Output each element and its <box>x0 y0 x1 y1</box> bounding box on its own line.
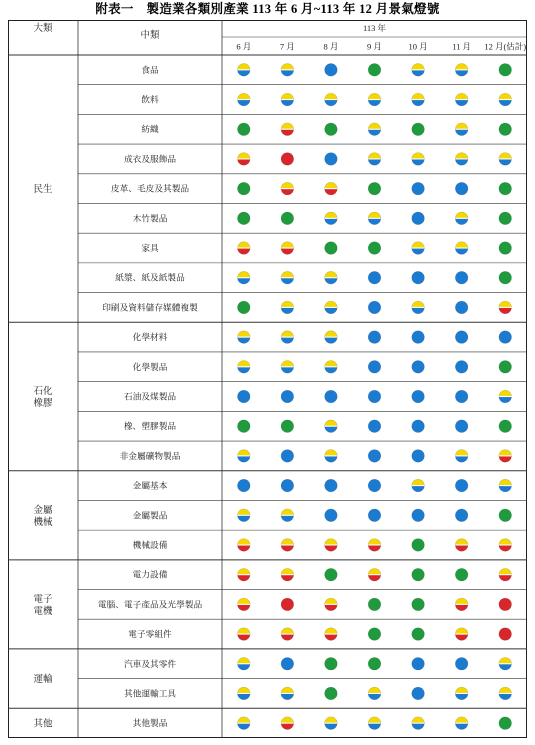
signal-lamp-blue <box>455 509 468 522</box>
signal-lamp-yellow-red <box>237 539 250 552</box>
signal-lamp-blue <box>412 182 425 195</box>
header-month: 11 月 <box>452 41 472 52</box>
signal-lamp-green <box>368 242 381 255</box>
group-label: 金屬機械 <box>33 505 53 528</box>
signal-lamp-yellow-red <box>499 450 512 463</box>
signal-lamp-yellow-blue <box>499 153 512 166</box>
signal-lamp-red <box>499 598 512 611</box>
signal-lamp-yellow-blue <box>237 271 250 284</box>
row-label: 木竹製品 <box>132 213 168 224</box>
signal-lamp-yellow-blue <box>368 153 381 166</box>
signal-lamp-green <box>412 598 425 611</box>
signal-lamp-yellow-red <box>325 182 338 195</box>
row-label: 飲料 <box>141 94 159 105</box>
signal-lamp-yellow-red <box>281 628 294 641</box>
signal-lamp-yellow-blue <box>325 212 338 225</box>
signal-lamp-green <box>412 568 425 581</box>
signal-lamp-yellow-red <box>237 242 250 255</box>
signal-lamp-green <box>499 212 512 225</box>
signal-lamp-green <box>325 123 338 136</box>
signal-lamp-yellow-blue <box>281 64 294 77</box>
signal-lamp-yellow-blue <box>455 93 468 106</box>
signal-lamp-red <box>499 628 512 641</box>
signal-lamp-red <box>281 598 294 611</box>
signal-lamp-yellow-red <box>237 628 250 641</box>
signal-lamp-blue <box>455 182 468 195</box>
header-month: 8 月 <box>323 41 339 52</box>
signal-lamp-yellow-blue <box>499 687 512 700</box>
signal-lamp-yellow-blue <box>455 64 468 77</box>
signal-lamp-yellow-red <box>368 539 381 552</box>
signal-lamp-blue <box>368 479 381 492</box>
signal-lamp-yellow-red <box>281 242 294 255</box>
signal-lamp-green <box>499 361 512 374</box>
header-year: 113 年 <box>362 23 387 33</box>
signal-lamp-green <box>281 420 294 433</box>
signal-lamp-yellow-blue <box>412 717 425 730</box>
signal-lamp-yellow-blue <box>368 212 381 225</box>
signal-lamp-yellow-blue <box>281 271 294 284</box>
signal-lamp-green <box>499 182 512 195</box>
signal-lamp-green <box>237 123 250 136</box>
signal-lamp-blue <box>412 687 425 700</box>
signal-lamp-yellow-blue <box>281 687 294 700</box>
signal-lamp-yellow-red <box>325 598 338 611</box>
signal-lamp-yellow-red <box>237 598 250 611</box>
signal-lamp-blue <box>281 450 294 463</box>
signal-lamp-yellow-blue <box>325 331 338 344</box>
row-label: 汽車及其零件 <box>123 658 177 669</box>
signal-lamp-blue <box>455 390 468 403</box>
row-label: 石油及煤製品 <box>123 391 177 402</box>
signal-lamp-yellow-red <box>455 598 468 611</box>
signal-lamp-yellow-blue <box>325 93 338 106</box>
row-label: 皮革、毛皮及其製品 <box>110 183 190 194</box>
header-month: 9 月 <box>367 41 382 52</box>
signal-lamp-yellow-blue <box>237 64 250 77</box>
signal-lamp-yellow-red <box>237 568 250 581</box>
signal-lamp-blue <box>325 390 338 403</box>
header-month: 7 月 <box>279 41 295 52</box>
signal-lamp-green <box>368 182 381 195</box>
signal-lamp-yellow-blue <box>237 331 250 344</box>
signal-lamp-yellow-blue <box>412 242 425 255</box>
signal-lamp-blue <box>412 212 425 225</box>
signal-lamp-green <box>412 539 425 552</box>
signal-lamp-yellow-blue <box>237 361 250 374</box>
signal-lamp-green <box>325 568 338 581</box>
signal-lamp-blue <box>412 657 425 670</box>
signal-lamp-yellow-blue <box>325 301 338 314</box>
signal-lamp-blue <box>412 420 425 433</box>
row-label: 成衣及服飾品 <box>123 153 177 164</box>
group-label: 民生 <box>33 185 53 196</box>
signal-lamp-green <box>499 64 512 77</box>
signal-lamp-blue <box>455 331 468 344</box>
signal-lamp-blue <box>412 509 425 522</box>
signal-lamp-yellow-blue <box>499 657 512 670</box>
signal-lamp-yellow-blue <box>325 271 338 284</box>
signal-lamp-yellow-blue <box>412 153 425 166</box>
signal-lamp-yellow-blue <box>455 450 468 463</box>
signal-lamp-blue <box>499 331 512 344</box>
row-label: 其他運輸工具 <box>123 688 177 699</box>
signal-lamp-yellow-red <box>499 568 512 581</box>
signal-lamp-yellow-blue <box>455 687 468 700</box>
signal-lamp-yellow-blue <box>237 657 250 670</box>
signal-lamp-green <box>237 182 250 195</box>
row-label: 紙漿、紙及紙製品 <box>115 272 185 283</box>
header-major: 大類 <box>33 24 53 34</box>
signal-lamp-blue <box>281 479 294 492</box>
row-label: 家具 <box>141 243 159 254</box>
row-label: 機械設備 <box>132 539 168 550</box>
signal-lamp-green <box>368 598 381 611</box>
signal-lamp-green <box>499 271 512 284</box>
signal-lamp-yellow-blue <box>499 479 512 492</box>
signal-lamp-yellow-blue <box>412 301 425 314</box>
signal-lamp-yellow-blue <box>281 509 294 522</box>
signal-lamp-green <box>499 717 512 730</box>
signal-lamp-yellow-blue <box>412 93 425 106</box>
signal-lamp-blue <box>325 64 338 77</box>
signal-lamp-blue <box>368 331 381 344</box>
row-label: 化學製品 <box>132 361 168 372</box>
signal-lamp-yellow-red <box>281 123 294 136</box>
row-label: 其他製品 <box>132 718 168 729</box>
signal-lamp-yellow-red <box>281 717 294 730</box>
signal-lamp-yellow-blue <box>412 64 425 77</box>
signal-lamp-green <box>499 509 512 522</box>
row-label: 橡、塑膠製品 <box>123 421 177 432</box>
signal-lamp-yellow-red <box>281 568 294 581</box>
row-label: 電力設備 <box>132 569 168 580</box>
signal-lamp-yellow-red <box>455 628 468 641</box>
signal-lamp-green <box>325 657 338 670</box>
signal-lamp-yellow-blue <box>237 509 250 522</box>
signal-lamp-blue <box>237 479 250 492</box>
signal-lamp-blue <box>368 420 381 433</box>
signal-lamp-blue <box>281 390 294 403</box>
signal-lamp-yellow-blue <box>455 242 468 255</box>
group-label: 運輸 <box>33 675 53 686</box>
group-label: 電子電機 <box>33 594 53 617</box>
signal-lamp-yellow-blue <box>237 717 250 730</box>
signal-lamp-blue <box>325 479 338 492</box>
signal-lamp-yellow-red <box>455 539 468 552</box>
row-label: 金屬基本 <box>132 480 168 491</box>
signal-lamp-green <box>499 420 512 433</box>
signal-table-grid <box>8 20 527 738</box>
signal-lamp-yellow-red <box>325 628 338 641</box>
signal-lamp-blue <box>455 271 468 284</box>
signal-lamp-blue <box>412 331 425 344</box>
signal-lamp-green <box>325 687 338 700</box>
signal-lamp-yellow-red <box>237 153 250 166</box>
row-label: 電子零組件 <box>128 629 172 640</box>
row-label: 食品 <box>141 64 159 75</box>
row-label: 化學材料 <box>132 332 168 343</box>
signal-lamp-yellow-blue <box>455 212 468 225</box>
table-border <box>9 21 527 738</box>
signal-lamp-yellow-blue <box>412 479 425 492</box>
signal-lamp-blue <box>412 450 425 463</box>
signal-lamp-green <box>237 420 250 433</box>
signal-lamp-red <box>281 153 294 166</box>
signal-lamp-yellow-blue <box>455 123 468 136</box>
signal-lamp-blue <box>368 271 381 284</box>
signal-lamp-yellow-blue <box>281 331 294 344</box>
signal-lamp-yellow-blue <box>499 93 512 106</box>
header-month: 6 月 <box>236 41 252 52</box>
signal-lamp-yellow-blue <box>368 123 381 136</box>
signal-lamp-yellow-blue <box>325 450 338 463</box>
signal-lamp-green <box>281 212 294 225</box>
signal-lamp-blue <box>368 301 381 314</box>
signal-lamp-blue <box>237 390 250 403</box>
signal-lamp-blue <box>412 390 425 403</box>
signal-lamp-green <box>499 123 512 136</box>
signal-lamp-green <box>368 64 381 77</box>
signal-lamp-blue <box>412 271 425 284</box>
signal-lamp-yellow-blue <box>237 450 250 463</box>
signal-lamp-blue <box>455 479 468 492</box>
signal-lamp-yellow-blue <box>368 687 381 700</box>
signal-lamp-green <box>412 628 425 641</box>
group-label: 其他 <box>33 719 53 730</box>
signal-lamp-green <box>368 657 381 670</box>
signal-lamp-blue <box>412 361 425 374</box>
row-label: 電腦、電子產品及光學製品 <box>97 599 203 610</box>
signal-lamp-blue <box>368 390 381 403</box>
signal-lamp-green <box>325 242 338 255</box>
signal-lamp-yellow-red <box>499 301 512 314</box>
signal-lamp-yellow-blue <box>455 153 468 166</box>
signal-lamp-blue <box>368 450 381 463</box>
signal-lamp-green <box>368 628 381 641</box>
signal-lamp-green <box>412 123 425 136</box>
signal-lamp-yellow-blue <box>368 93 381 106</box>
signal-lamp-green <box>237 212 250 225</box>
signal-lamp-blue <box>368 509 381 522</box>
row-label: 非金屬礦物製品 <box>119 450 181 461</box>
header-month: 10 月 <box>408 41 428 52</box>
header-minor: 中類 <box>140 31 160 41</box>
header-month: 12 月(估計) <box>484 41 527 52</box>
signal-lamp-green <box>499 242 512 255</box>
signal-lamp-yellow-red <box>499 539 512 552</box>
signal-lamp-yellow-blue <box>368 717 381 730</box>
signal-lamp-yellow-red <box>325 539 338 552</box>
signal-lamp-yellow-blue <box>281 301 294 314</box>
signal-lamp-blue <box>455 301 468 314</box>
signal-lamp-yellow-blue <box>325 420 338 433</box>
signal-lamp-yellow-blue <box>499 390 512 403</box>
signal-lamp-yellow-red <box>368 568 381 581</box>
signal-lamp-yellow-blue <box>325 717 338 730</box>
signal-lamp-yellow-red <box>281 182 294 195</box>
row-label: 金屬製品 <box>132 510 168 521</box>
signal-lamp-blue <box>455 657 468 670</box>
signal-lamp-yellow-blue <box>281 361 294 374</box>
signal-lamp-blue <box>368 361 381 374</box>
row-label: 紡織 <box>141 124 159 135</box>
signal-lamp-blue <box>325 153 338 166</box>
signal-lamp-yellow-blue <box>325 361 338 374</box>
signal-lamp-green <box>237 301 250 314</box>
signal-table <box>8 20 527 738</box>
signal-lamp-yellow-blue <box>237 687 250 700</box>
signal-lamp-blue <box>325 509 338 522</box>
row-label: 印刷及資料儲存媒體複製 <box>102 302 198 313</box>
signal-lamp-blue <box>281 657 294 670</box>
signal-lamp-green <box>455 568 468 581</box>
page-title: 附表一 製造業各類別產業 113 年 6 月~113 年 12 月景氣燈號 <box>95 2 440 16</box>
signal-lamp-blue <box>455 361 468 374</box>
signal-lamp-yellow-blue <box>455 717 468 730</box>
signal-lamp-yellow-blue <box>281 93 294 106</box>
signal-lamp-yellow-red <box>281 539 294 552</box>
group-label: 石化橡膠 <box>33 387 53 409</box>
signal-lamp-yellow-blue <box>237 93 250 106</box>
signal-lamp-blue <box>455 420 468 433</box>
